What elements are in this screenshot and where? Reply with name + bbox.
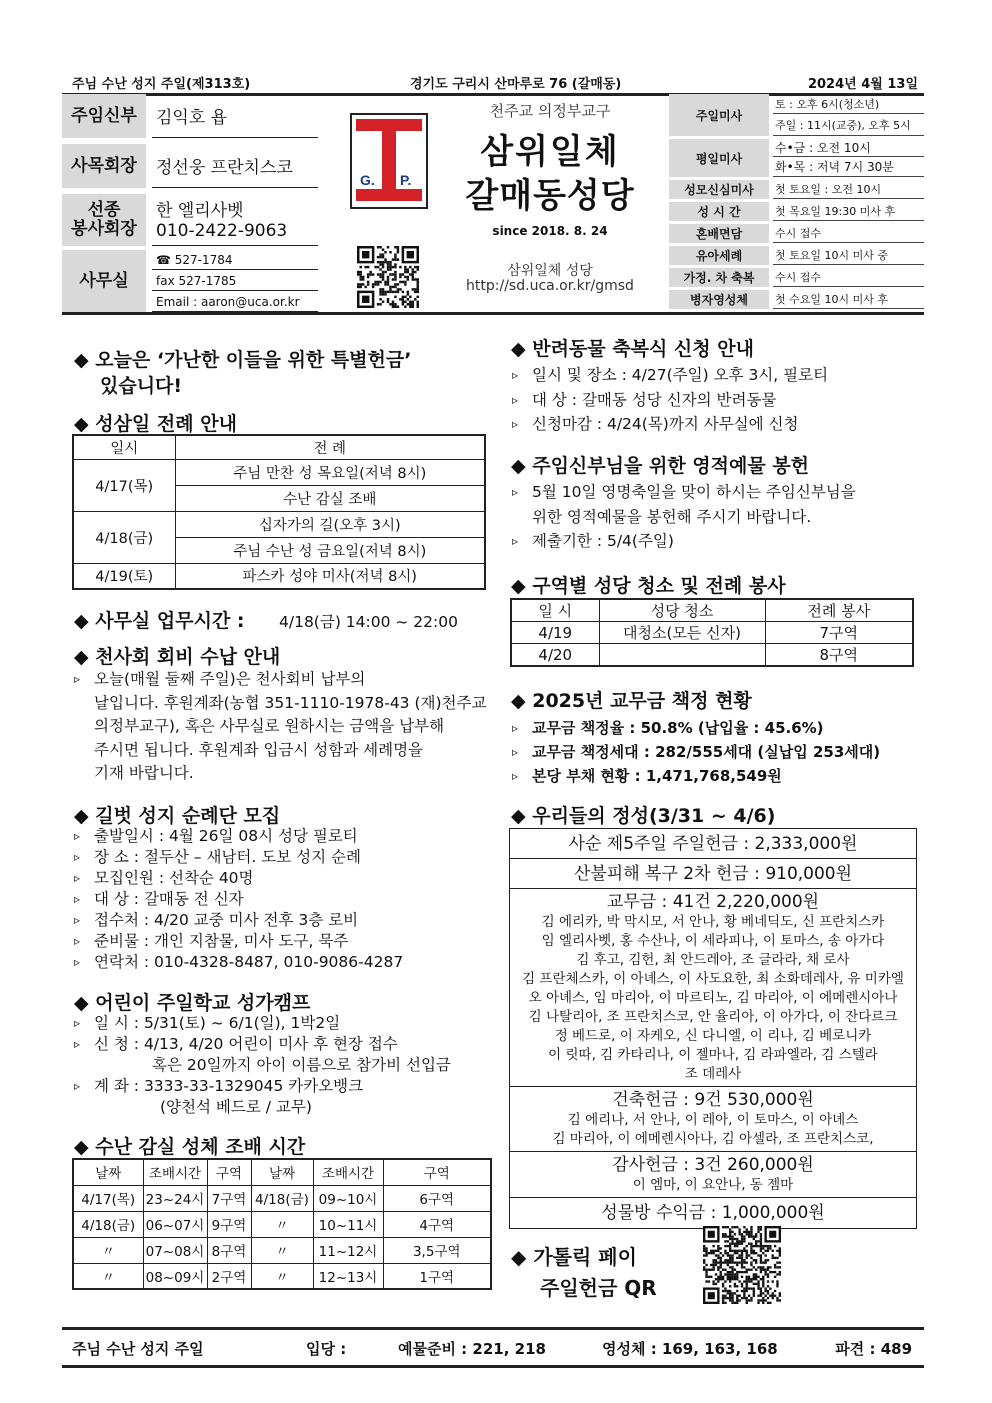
thanks-total: 감사헌금 : 3건 260,000원 [612,1155,814,1175]
table-cell: 6구역 [383,1185,491,1211]
list-item: ▹ 모집인원 : 선착순 40명 [72,868,496,889]
divider [62,312,924,315]
list-item: ▹ 일 시 : 5/31(토) ~ 6/1(일), 1박2일 [72,1013,502,1034]
mass-line: 첫 토요일 : 오전 10시 [773,180,924,199]
name-line: 김 마리아, 이 에메렌시아나, 김 아셀라, 조 프란치스코, [552,1131,874,1147]
mass-line: 수•금 : 오전 10시 [773,139,924,157]
angels-title: ◆ 천사회 회비 수납 안내 [74,646,281,668]
table-cell: 4/18(금) [73,511,175,563]
office-email[interactable]: Email : aaron@uca.or.kr [152,292,318,312]
table-cell: 4/17(목) [73,459,175,511]
church-title-2: 갈매동성당 [465,176,635,216]
table-cell: 파스카 성야 미사(저녁 8시) [175,563,485,589]
leader-label-1: 선종 [87,200,121,221]
table-header: 날짜 [73,1159,143,1185]
mass-line: 주일 : 11시(교중), 오후 5시 [773,115,924,136]
leader-label-2: 봉사회장 [71,219,137,239]
name-line: 김 에리나, 서 안나, 이 레아, 이 토마스, 이 아녜스 [567,1112,859,1128]
church-address: 경기도 구리시 산마루로 76 (갈매동) [410,77,622,92]
list-item-cont: 위한 영적예물을 봉헌해 주시기 바랍니다. [532,507,812,526]
name-line: 정 베드로, 이 자케오, 신 다니엘, 이 리나, 김 베로니카 [554,1028,872,1044]
table-cell: 4/20 [511,644,599,667]
table-cell: 9구역 [207,1211,251,1237]
list-item: ▹ 장 소 : 절두산 – 새남터. 도보 성지 순례 [72,847,496,868]
president-label: 사목회장 [62,144,146,188]
svg-text:G.: G. [360,172,375,188]
cleaning-table [510,598,914,667]
sunday-offering: 사순 제5주일 주일헌금 : 2,333,000원 [510,829,916,859]
spiritual-gift-title: ◆ 주임신부님을 위한 영적예물 봉헌 [511,455,810,477]
table-cell: 1구역 [383,1263,491,1289]
svg-text:P.: P. [400,172,412,188]
list-item: ▹ 출발일시 : 4월 26일 08시 성당 필로티 [72,826,496,847]
table-cell: 4/19(토) [73,563,175,589]
mass-label: 혼배면담 [669,224,769,243]
camp-title: ◆ 어린이 주일학교 성가캠프 [74,992,311,1014]
pet-blessing-list [510,363,920,437]
table-cell: 〃 [73,1263,143,1289]
table-cell: 대청소(모든 신자) [599,622,765,644]
church-title-1: 삼위일체 [480,132,620,172]
footer-title: 주님 수난 성지 주일 [72,1340,204,1358]
list-item: ▹ 접수처 : 4/20 교중 미사 전후 3층 로비 [72,910,496,931]
office-tel: ☎ 527-1784 [152,250,318,270]
table-cell: 4/17(목) [73,1185,143,1211]
mass-line: 첫 수요일 10시 미사 후 [773,290,924,309]
offering-title: ◆ 우리들의 정성(3/31 ~ 4/6) [511,805,776,827]
table-header: 구역 [207,1159,251,1185]
mass-label: 성모신심미사 [669,180,769,199]
thanks-offering [510,1152,916,1198]
camp-list [72,1013,502,1118]
pilgrimage-title: ◆ 길벗 성지 순례단 모집 [74,805,281,827]
dismissal-hymn: 파견 : 489 [835,1340,912,1358]
tithe-title: ◆ 2025년 교무금 책정 현황 [511,690,752,712]
triduum-table [72,434,486,590]
table-header: 조배시간 [313,1159,383,1185]
list-item-cont: 혹은 20일까지 아이 이름으로 참가비 선입금 [152,1056,451,1074]
angels-line: 의정부교구), 혹은 사무실로 원하시는 금액을 납부해 [94,717,445,735]
shop-income: 성물방 수익금 : 1,000,000원 [601,1203,825,1223]
table-cell: 주님 만찬 성 목요일(저녁 8시) [175,459,485,485]
pet-blessing-title: ◆ 반려동물 축복식 신청 안내 [511,338,754,360]
tithe-list [510,716,920,788]
triduum-title: ◆ 성삼일 전례 안내 [74,413,237,435]
table-header: 성당 청소 [599,599,765,622]
angels-line: 주시면 됩니다. 후원계좌 입금시 성함과 세례명을 [94,740,424,759]
church-logo [350,113,428,209]
table-cell: 07~08시 [143,1237,207,1263]
table-cell: 08~09시 [143,1263,207,1289]
table-cell: 〃 [73,1237,143,1263]
table-header: 전례 봉사 [765,599,913,622]
table-cell: 06~07시 [143,1211,207,1237]
angels-line: 기재 바랍니다. [94,764,194,782]
tithe-names [510,913,916,1084]
table-cell: 3,5구역 [383,1237,491,1263]
name-line: 김 프란체스카, 이 아녜스, 이 사도요한, 최 소화데레사, 유 미카엘 [522,971,904,987]
list-item: ▹ 대 상 : 갈매동 성당 신자의 반려동물 [510,388,920,413]
pilgrimage-list [72,826,496,973]
issue-date: 2024년 4월 13일 [807,77,918,92]
divider [62,1365,924,1368]
table-cell: 7구역 [765,622,913,644]
name-line: 이 릿따, 김 카타리나, 이 젤마나, 김 라파엘라, 김 스텔라 [548,1047,878,1063]
list-item: ▹ 교무금 책정율 : 50.8% (납입율 : 45.6%) [510,716,920,740]
fire-relief-offering: 산불피해 복구 2차 헌금 : 910,000원 [510,859,916,889]
table-cell: 〃 [251,1237,313,1263]
leader-name: 한 엘리사벳 [156,201,244,221]
table-cell: 7구역 [207,1185,251,1211]
issue-title: 주님 수난 성지 주일(제313호) [72,77,251,92]
table-cell: 4/18(금) [251,1185,313,1211]
table-cell: 수난 감실 조배 [175,485,485,511]
masthead-line [62,70,924,94]
mass-line: 수시 접수 [773,268,924,287]
mass-label: 성 시 간 [669,202,769,221]
table-cell: 십자가의 길(오후 3시) [175,511,485,537]
list-item: ▹ 연락처 : 010-4328-8487, 010-9086-4287 [72,952,496,973]
offertory-hymn: 예물준비 : 221, 218 [398,1340,546,1358]
list-item: ▹ 준비물 : 개인 지참물, 미사 도구, 묵주 [72,931,496,952]
offering-box [509,828,917,1229]
table-header: 구역 [383,1159,491,1185]
angels-text [72,668,496,786]
list-item: ▹ 대 상 : 갈매동 전 신자 [72,889,496,910]
communion-hymn: 영성체 : 169, 163, 168 [602,1340,778,1358]
list-item: ▹ 교무금 책정세대 : 282/555세대 (실납입 253세대) [510,740,920,764]
catholic-pay-qr-code[interactable] [703,1226,781,1304]
staff-box [62,94,318,312]
entrance-hymn: 입당 : [306,1340,347,1358]
list-item: ▹ 제출기한 : 5/4(주일) [510,529,920,554]
office-hours-title: ◆ 사무실 업무시간 : [74,610,245,632]
mass-line: 수시 접수 [773,224,924,243]
mass-label: 가정. 차 축복 [669,268,769,287]
table-header: 조배시간 [143,1159,207,1185]
divider [62,1327,924,1330]
name-line: 김 후고, 김헌, 최 안드레아, 조 글라라, 채 로사 [576,952,850,968]
site-url[interactable]: http://sd.uca.or.kr/gmsd [466,278,634,294]
building-total: 건축헌금 : 9건 530,000원 [612,1090,814,1110]
building-offering [510,1087,916,1152]
office-hours: 4/18(금) 14:00 ~ 22:00 [279,613,458,631]
list-item-cont: (양천석 베드로 / 교무) [160,1098,312,1116]
list-item: ▹ 신 청 : 4/13, 4/20 어린이 미사 후 현장 접수 [72,1034,502,1055]
table-cell: 4/19 [511,622,599,644]
catholic-pay-title: ◆ 가톨릭 페이 [511,1245,637,1269]
office-fax: fax 527-1785 [152,271,318,291]
table-cell: 2구역 [207,1263,251,1289]
table-cell: 8구역 [207,1237,251,1263]
mass-line: 토 : 오후 6시(청소년) [773,94,924,114]
mass-label: 주일미사 [669,94,769,136]
mass-label: 유아세례 [669,246,769,265]
list-item: ▹ 계 좌 : 3333-33-1329045 카카오뱅크 [72,1076,502,1097]
table-header: 일시 [73,435,175,459]
table-cell: 12~13시 [313,1263,383,1289]
mass-schedule [669,94,924,312]
table-header: 날짜 [251,1159,313,1185]
table-cell: 09~10시 [313,1185,383,1211]
list-item: ▹ 5월 10일 영명축일을 맞이 하시는 주임신부님을 [510,480,920,505]
leader-label [62,194,146,246]
mass-label: 병자영성체 [669,290,769,309]
table-cell: 8구역 [765,644,913,667]
table-header: 일 시 [511,599,599,622]
special-collection-title-2: 있습니다! [100,375,183,397]
diocese-name: 천주교 의정부교구 [489,102,611,120]
name-line: 임 엘리사벳, 홍 수산나, 이 세라피나, 이 토마스, 송 아가다 [541,933,885,949]
adoration-table [72,1158,492,1290]
name-line: 김 에리카, 박 막시모, 서 안나, 황 베네딕도, 신 프란치스카 [541,914,885,930]
cleaning-title: ◆ 구역별 성당 청소 및 전례 봉사 [511,575,786,597]
name-line: 오 아녜스, 임 마리아, 이 마르티노, 김 마리아, 이 에메렌시아나 [528,990,898,1006]
table-cell: 4구역 [383,1211,491,1237]
thanks-names: 이 엠마, 이 요안나, 동 젬마 [632,1177,794,1193]
mass-line: 첫 토요일 10시 미사 중 [773,246,924,265]
mass-line: 화•목 : 저녁 7시 30분 [773,157,924,177]
name-line: 조 데레사 [684,1066,742,1082]
since-date: since 2018. 8. 24 [492,224,608,238]
table-cell: 23~24시 [143,1185,207,1211]
pastor-label: 주임신부 [62,94,146,138]
catholic-pay-subtitle: 주일헌금 QR [540,1276,657,1300]
table-header: 전 례 [175,435,485,459]
leader-phone: 010-2422-9063 [156,221,288,241]
church-qr-code[interactable] [357,246,419,308]
table-cell: 〃 [251,1263,313,1289]
mass-label: 평일미사 [669,139,769,177]
angels-line: 날입니다. 후원계좌(농협 351-1110-1978-43 (재)천주교 [94,693,487,712]
list-item: ▹ 신청마감 : 4/24(목)까지 사무실에 신청 [510,412,920,437]
site-name: 삼위일체 성당 [507,263,593,279]
leader-info [152,192,318,246]
table-cell: 주님 수난 성 금요일(저녁 8시) [175,537,485,563]
name-line: 김 나탈리아, 조 프란치스코, 안 율리아, 이 아가다, 이 잔다르크 [528,1009,898,1025]
spiritual-gift-text [510,480,920,554]
office-label: 사무실 [62,250,146,312]
list-item: ▹ 일시 및 장소 : 4/27(주일) 오후 3시, 필로티 [510,363,920,388]
tithe-total: 교무금 : 41건 2,220,000원 [606,892,820,912]
president-name: 정선웅 프란치스코 [152,144,318,188]
pastor-name: 김익호 욥 [152,94,318,138]
angels-line: ▹ 오늘(매월 둘째 주일)은 천사회비 납부의 [72,668,496,692]
adoration-title: ◆ 수난 감실 성체 조배 시간 [74,1136,306,1158]
table-cell [599,644,765,667]
list-item: ▹ 본당 부채 현황 : 1,471,768,549원 [510,764,920,788]
mass-line: 첫 목요일 19:30 미사 후 [773,202,924,221]
building-names [510,1111,916,1149]
mass-hymns [62,1336,924,1360]
special-collection-title: ◆ 오늘은 ‘가난한 이들을 위한 특별헌금’ [74,349,412,371]
tithe-offering [510,889,916,1087]
table-cell: 4/18(금) [73,1211,143,1237]
table-cell: 10~11시 [313,1211,383,1237]
table-cell: 〃 [251,1211,313,1237]
table-cell: 11~12시 [313,1237,383,1263]
